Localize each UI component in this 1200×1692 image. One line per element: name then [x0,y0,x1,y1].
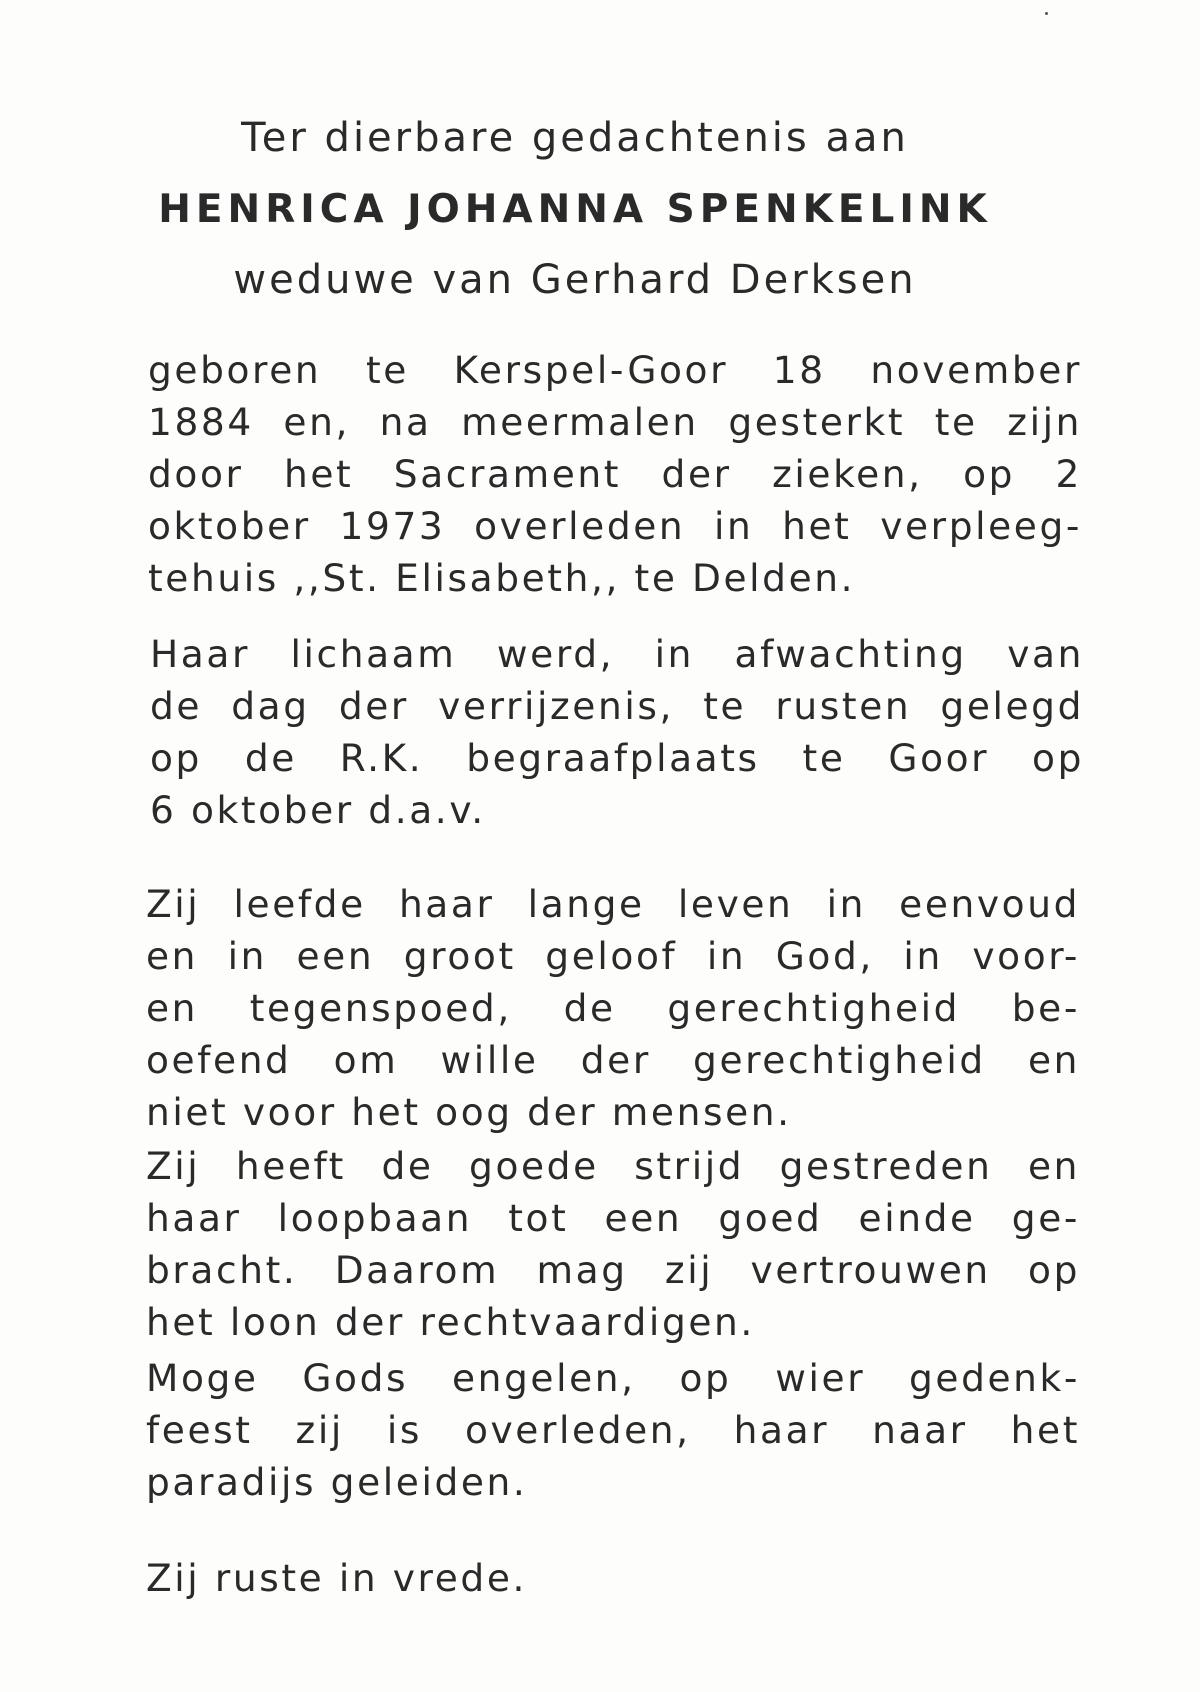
text-line: en tegenspoed, de gerechtigheid be- [146,986,1080,1030]
text-line: Haar lichaam werd, in afwachting van [150,632,1084,676]
text-line: oktober 1973 overleden in het verpleeg- [148,504,1082,548]
paragraph-angels [146,1352,1080,1508]
text-line: Zij heeft de goede strijd gestreden en [146,1144,1080,1188]
text-line: niet voor het oog der mensen. [146,1090,792,1134]
text-line: Zij ruste in vrede. [146,1556,528,1600]
text-line: de dag der verrijzenis, te rusten gelegd [150,684,1084,728]
paragraph-birth-death [148,344,1082,604]
text-line: bracht. Daarom mag zij vertrouwen op [146,1248,1080,1292]
text-line: tehuis ,,St. Elisabeth,, te Delden. [148,556,856,600]
text-line: door het Sacrament der zieken, op 2 [148,452,1082,496]
text-line: Moge Gods engelen, op wier gedenk- [146,1356,1080,1400]
text-line: oefend om wille der gerechtigheid en [146,1038,1080,1082]
intro-line: Ter dierbare gedachtenis aan [241,115,909,161]
text-line: geboren te Kerspel-Goor 18 november [148,348,1082,392]
text-line: op de R.K. begraafplaats te Goor op [150,736,1084,780]
paper-speck [1045,12,1048,15]
paragraph-good-fight [146,1140,1080,1348]
paragraph-rest-in-peace [146,1552,1080,1604]
paragraph-burial [150,628,1084,836]
text-line: het loon der rechtvaardigen. [146,1300,755,1344]
text-line: haar loopbaan tot een goed einde ge- [146,1196,1080,1240]
text-line: 1884 en, na meermalen gesterkt te zijn [148,400,1082,444]
text-line: feest zij is overleden, haar naar het [146,1408,1080,1452]
widow-of-line: weduwe van Gerhard Derksen [233,257,917,303]
paragraph-life [146,878,1080,1138]
text-line: paradijs geleiden. [146,1460,528,1504]
text-line: en in een groot geloof in God, in voor- [146,934,1080,978]
text-line: 6 oktober d.a.v. [150,788,486,832]
deceased-name: HENRICA JOHANNA SPENKELINK [158,187,992,232]
text-line: Zij leefde haar lange leven in eenvoud [146,882,1080,926]
